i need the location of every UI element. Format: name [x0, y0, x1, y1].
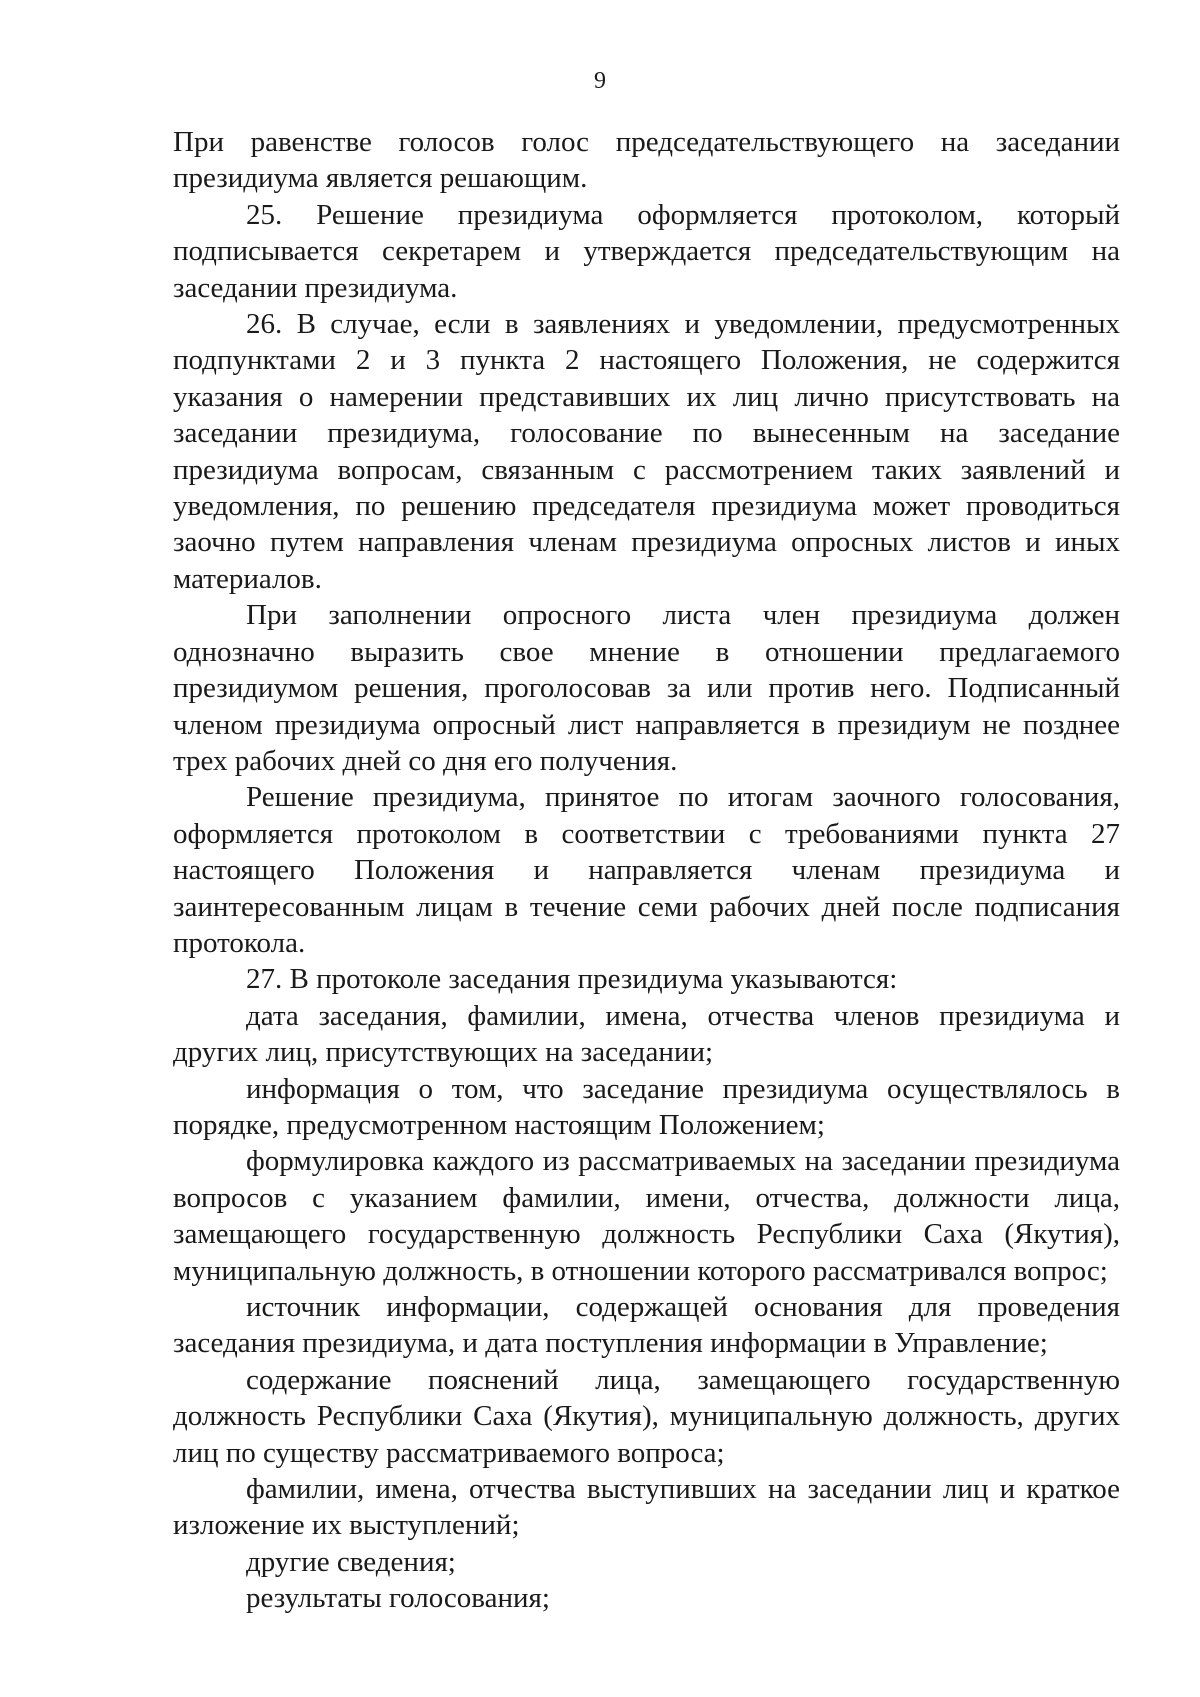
page-number: 9 — [594, 68, 606, 94]
paragraph-explanations: содержание пояснений лица, замещающего государственную должность Республики Саха (Якутия), муниципальную должность, других лиц по существу рассматриваемого вопроса; — [173, 1363, 1120, 1469]
paragraph-item-26: 26. В случае, если в заявлениях и уведомлении, предусмотренных подпунктами 2 и 3 пункта 2 настоящего Положения, не содержится указания о намерении представивших их лиц лично присутствовать на заседании президиума, голосование по вынесенным на заседание президиума вопросам, связанным с рассмотрением таких заявлений и уведомления, по решению председателя президиума может проводиться заочно путем направления членам президиума опросных листов и иных материалов. — [173, 308, 1120, 595]
paragraph-other-info: другие сведения; — [246, 1545, 456, 1578]
paragraph-tie-vote: При равенстве голосов голос председательствующего на заседании президиума является решающим. — [173, 126, 1120, 195]
paragraph-item-27: 27. В протоколе заседания президиума указываются: — [246, 963, 898, 996]
paragraph-item-25: 25. Решение президиума оформляется протоколом, который подписывается секретарем и утверждается председательствующим на заседании президиума. — [173, 198, 1120, 304]
paragraph-speakers: фамилии, имена, отчества выступивших на заседании лиц и краткое изложение их выступлений; — [173, 1473, 1120, 1542]
paragraph-absentee-decision: Решение президиума, принятое по итогам заочного голосования, оформляется протоколом в соответствии с требованиями пункта 27 настоящего Положения и направляется членам президиума и заинтересованным лицам в течение семи рабочих дней после подписания протокола. — [173, 781, 1120, 959]
paragraph-question-wording: формулировка каждого из рассматриваемых на заседании президиума вопросов с указанием фамилии, имени, отчества, должности лица, замещающего государственную должность Республики Саха (Якутия), муниципальную должность, в отношении которого рассматривался вопрос; — [173, 1145, 1120, 1287]
paragraph-vote-results: результаты голосования; — [246, 1582, 550, 1615]
paragraph-questionnaire: При заполнении опросного листа член президиума должен однозначно выразить свое мнение в отношении предлагаемого президиумом решения, проголосовав за или против него. Подписанный членом президиума опросный лист направляется в президиум не позднее трех рабочих дней со дня его получения. — [173, 599, 1120, 777]
paragraph-info-source: источник информации, содержащей основания для проведения заседания президиума, и дата поступления информации в Управление; — [173, 1291, 1120, 1360]
document-body — [173, 124, 1120, 1617]
paragraph-meeting-date: дата заседания, фамилии, имена, отчества членов президиума и других лиц, присутствующих на заседании; — [173, 999, 1120, 1069]
paragraph-procedure-info: информация о том, что заседание президиума осуществлялось в порядке, предусмотренном настоящим Положением; — [173, 1072, 1120, 1141]
